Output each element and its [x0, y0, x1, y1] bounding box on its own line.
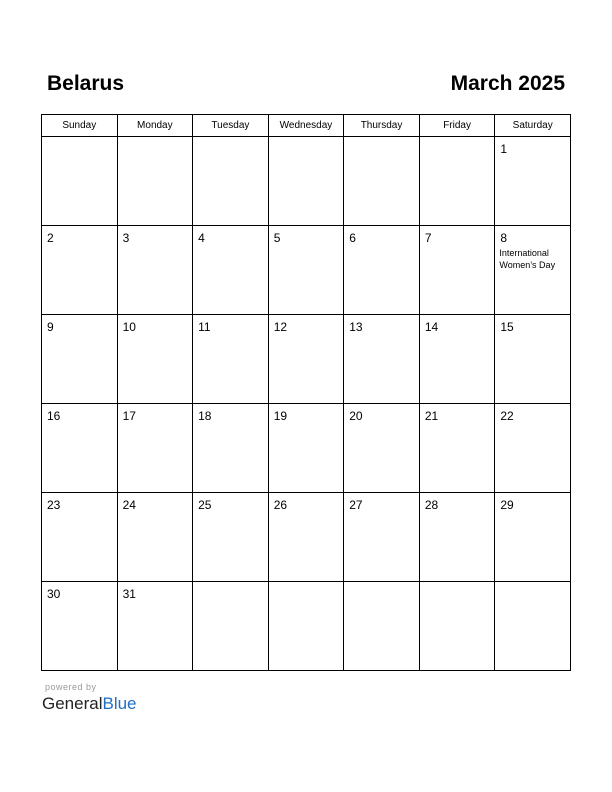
weekday-header-monday: Monday	[117, 115, 193, 137]
day-cell-25	[193, 493, 269, 582]
day-cell-11	[193, 315, 269, 404]
week-row	[42, 315, 571, 404]
day-cell-20	[344, 404, 420, 493]
day-number: 11	[198, 320, 211, 334]
day-cell-1	[495, 137, 571, 226]
holiday-label: International Women’s Day	[499, 248, 556, 270]
empty-day-cell	[419, 582, 495, 671]
day-cell-19	[268, 404, 344, 493]
country-title: Belarus	[47, 72, 125, 95]
day-cell-15	[495, 315, 571, 404]
day-cell-21	[419, 404, 495, 493]
day-cell-18	[193, 404, 269, 493]
day-number: 19	[273, 409, 288, 423]
weekday-header-row	[42, 115, 571, 137]
week-row	[42, 582, 571, 671]
empty-day-cell	[344, 137, 420, 226]
day-number: 16	[47, 409, 61, 423]
empty-day-cell	[193, 582, 269, 671]
calendar-grid	[41, 114, 571, 671]
day-cell-22	[495, 404, 571, 493]
day-number: 18	[198, 409, 212, 423]
day-number: 2	[47, 231, 54, 245]
day-cell-28	[419, 493, 495, 582]
weekday-header-saturday: Saturday	[495, 115, 571, 137]
empty-day-cell	[268, 582, 344, 671]
weekday-header-tuesday: Tuesday	[193, 115, 269, 137]
day-cell-26	[268, 493, 344, 582]
day-cell-13	[344, 315, 420, 404]
day-number: 12	[273, 320, 288, 334]
day-number: 28	[424, 498, 439, 512]
day-number: 31	[122, 587, 136, 601]
weekday-header-thursday: Thursday	[344, 115, 420, 137]
day-number: 8	[500, 231, 508, 245]
calendar-body	[42, 137, 571, 671]
day-cell-30	[42, 582, 118, 671]
day-cell-2	[42, 226, 118, 315]
brand-logo[interactable]	[42, 694, 137, 714]
empty-day-cell	[419, 137, 495, 226]
day-cell-8	[495, 226, 571, 315]
day-cell-29	[495, 493, 571, 582]
day-number: 27	[349, 498, 363, 512]
day-cell-23	[42, 493, 118, 582]
day-number: 15	[500, 320, 514, 334]
day-cell-31	[117, 582, 193, 671]
day-cell-4	[193, 226, 269, 315]
day-number: 3	[122, 231, 130, 245]
day-cell-27	[344, 493, 420, 582]
day-number: 20	[349, 409, 363, 423]
day-number: 30	[47, 587, 61, 601]
week-row	[42, 493, 571, 582]
day-number: 17	[122, 409, 136, 423]
day-cell-12	[268, 315, 344, 404]
day-number: 22	[500, 409, 514, 423]
day-cell-5	[268, 226, 344, 315]
empty-day-cell	[268, 137, 344, 226]
day-number: 4	[198, 231, 205, 245]
day-number: 29	[500, 498, 514, 512]
empty-day-cell	[42, 137, 118, 226]
empty-day-cell	[193, 137, 269, 226]
week-row	[42, 137, 571, 226]
month-year-title: March 2025	[450, 72, 565, 95]
day-number: 23	[47, 498, 61, 512]
day-number: 9	[47, 320, 54, 334]
day-cell-3	[117, 226, 193, 315]
day-cell-10	[117, 315, 193, 404]
week-row	[42, 226, 571, 315]
day-cell-14	[419, 315, 495, 404]
day-number: 13	[349, 320, 363, 334]
weekday-header-wednesday: Wednesday	[268, 115, 344, 137]
day-number: 7	[424, 231, 432, 245]
weekday-header-sunday: Sunday	[42, 115, 118, 137]
day-cell-9	[42, 315, 118, 404]
brand-name-part2: Blue	[102, 694, 137, 713]
day-cell-16	[42, 404, 118, 493]
day-number: 24	[122, 498, 136, 512]
powered-by-label: powered by	[45, 682, 97, 692]
empty-day-cell	[344, 582, 420, 671]
weekday-header-friday: Friday	[419, 115, 495, 137]
brand-name-part1: General	[42, 694, 103, 713]
day-cell-24	[117, 493, 193, 582]
week-row	[42, 404, 571, 493]
day-cell-7	[419, 226, 495, 315]
day-number: 21	[424, 409, 439, 423]
day-cell-6	[344, 226, 420, 315]
empty-day-cell	[117, 137, 193, 226]
empty-day-cell	[495, 582, 571, 671]
day-number: 14	[424, 320, 439, 334]
day-number: 10	[122, 320, 136, 334]
day-number: 26	[273, 498, 288, 512]
day-number: 25	[198, 498, 212, 512]
day-number: 1	[500, 142, 508, 156]
day-number: 5	[273, 231, 281, 245]
day-cell-17	[117, 404, 193, 493]
day-number: 6	[349, 231, 356, 245]
